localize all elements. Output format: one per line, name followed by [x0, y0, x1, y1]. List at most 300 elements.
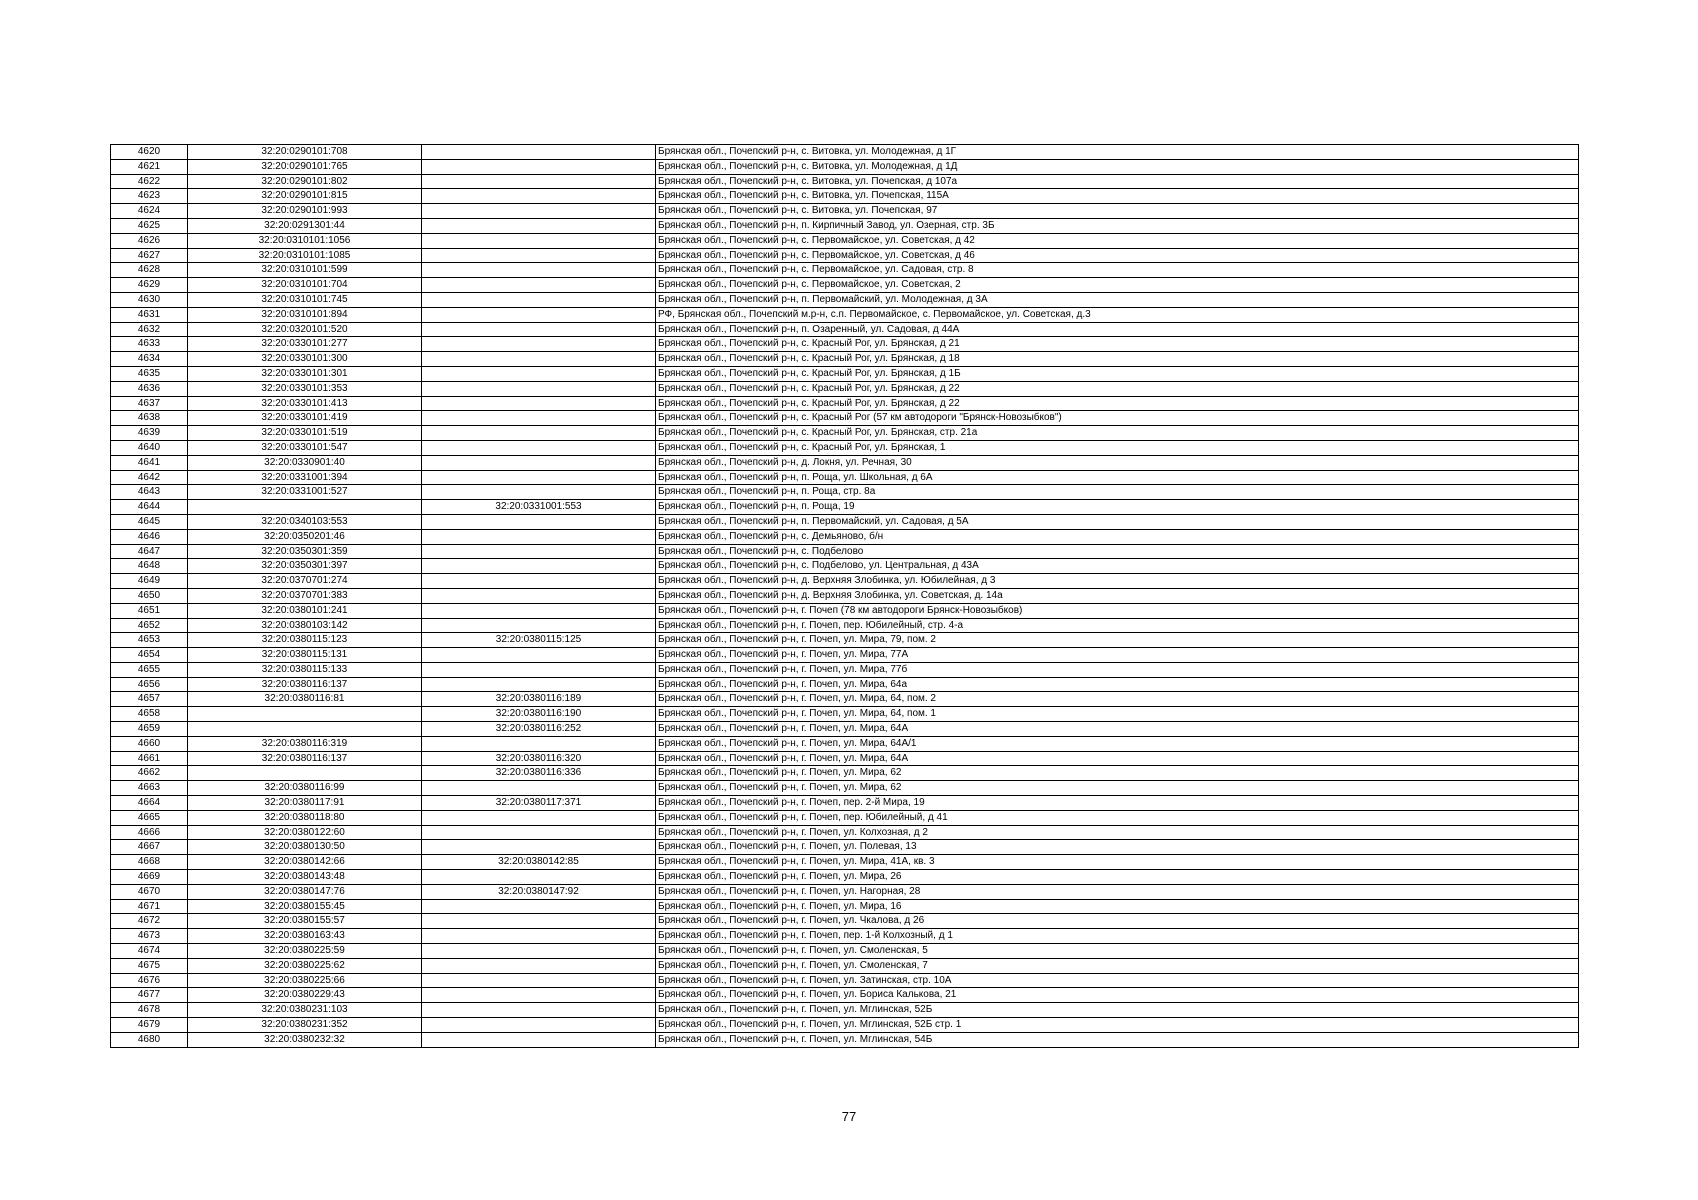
table-row — [111, 677, 1579, 692]
related-cadastral-number-cell — [422, 218, 656, 233]
related-cadastral-number-cell — [422, 204, 656, 219]
related-cadastral-number-cell — [422, 159, 656, 174]
row-number-cell: 4676 — [111, 973, 188, 988]
related-cadastral-number-cell — [422, 1032, 656, 1047]
related-cadastral-number-cell — [422, 263, 656, 278]
related-cadastral-number-cell — [422, 396, 656, 411]
related-cadastral-number-cell — [422, 899, 656, 914]
related-cadastral-number-cell — [422, 337, 656, 352]
address-cell: Брянская обл., Почепский р-н, д. Локня, ул. Речная, 30 — [656, 455, 1579, 470]
row-number-cell: 4626 — [111, 233, 188, 248]
table-row — [111, 248, 1579, 263]
related-cadastral-number-cell — [422, 145, 656, 160]
table-row — [111, 958, 1579, 973]
row-number-cell: 4641 — [111, 455, 188, 470]
related-cadastral-number-cell: 32:20:0380116:320 — [422, 751, 656, 766]
cadastral-number-cell: 32:20:0330101:519 — [188, 426, 422, 441]
row-number-cell: 4630 — [111, 292, 188, 307]
related-cadastral-number-cell — [422, 411, 656, 426]
cadastral-number-cell: 32:20:0380231:352 — [188, 1018, 422, 1033]
row-number-cell: 4675 — [111, 958, 188, 973]
address-cell: Брянская обл., Почепский р-н, с. Подбелово — [656, 544, 1579, 559]
row-number-cell: 4620 — [111, 145, 188, 160]
row-number-cell: 4669 — [111, 870, 188, 885]
related-cadastral-number-cell — [422, 278, 656, 293]
cadastral-number-cell: 32:20:0310101:1085 — [188, 248, 422, 263]
row-number-cell: 4640 — [111, 440, 188, 455]
row-number-cell: 4649 — [111, 574, 188, 589]
address-cell: Брянская обл., Почепский р-н, г. Почеп, ул. Мира, 64А — [656, 722, 1579, 737]
cadastral-number-cell: 32:20:0380232:32 — [188, 1032, 422, 1047]
row-number-cell: 4656 — [111, 677, 188, 692]
address-cell: Брянская обл., Почепский р-н, г. Почеп, ул. Мира, 64, пом. 2 — [656, 692, 1579, 707]
related-cadastral-number-cell — [422, 544, 656, 559]
address-cell: Брянская обл., Почепский р-н, п. Роща, ул. Школьная, д 6А — [656, 470, 1579, 485]
cadastral-number-cell: 32:20:0290101:815 — [188, 189, 422, 204]
related-cadastral-number-cell — [422, 662, 656, 677]
row-number-cell: 4665 — [111, 810, 188, 825]
row-number-cell: 4652 — [111, 618, 188, 633]
address-cell: Брянская обл., Почепский р-н, д. Верхняя Злобинка, ул. Советская, д. 14а — [656, 588, 1579, 603]
row-number-cell: 4645 — [111, 514, 188, 529]
row-number-cell: 4674 — [111, 944, 188, 959]
address-cell: Брянская обл., Почепский р-н, г. Почеп, ул. Мира, 26 — [656, 870, 1579, 885]
address-cell: Брянская обл., Почепский р-н, с. Красный Рог, ул. Брянская, д 21 — [656, 337, 1579, 352]
cadastral-number-cell — [188, 500, 422, 515]
table-row — [111, 603, 1579, 618]
cadastral-number-cell: 32:20:0330101:277 — [188, 337, 422, 352]
row-number-cell: 4636 — [111, 381, 188, 396]
cadastral-number-cell: 32:20:0380116:81 — [188, 692, 422, 707]
cadastral-number-cell — [188, 722, 422, 737]
row-number-cell: 4672 — [111, 914, 188, 929]
row-number-cell: 4635 — [111, 366, 188, 381]
related-cadastral-number-cell — [422, 559, 656, 574]
row-number-cell: 4662 — [111, 766, 188, 781]
row-number-cell: 4671 — [111, 899, 188, 914]
related-cadastral-number-cell — [422, 781, 656, 796]
row-number-cell: 4666 — [111, 825, 188, 840]
related-cadastral-number-cell: 32:20:0380116:336 — [422, 766, 656, 781]
row-number-cell: 4631 — [111, 307, 188, 322]
row-number-cell: 4653 — [111, 633, 188, 648]
table-row — [111, 707, 1579, 722]
table-row — [111, 263, 1579, 278]
address-cell: Брянская обл., Почепский р-н, г. Почеп, ул. Затинская, стр. 10А — [656, 973, 1579, 988]
row-number-cell: 4670 — [111, 884, 188, 899]
cadastral-number-cell — [188, 766, 422, 781]
address-cell: Брянская обл., Почепский р-н, с. Первомайское, ул. Советская, 2 — [656, 278, 1579, 293]
address-cell: Брянская обл., Почепский р-н, г. Почеп, ул. Бориса Калькова, 21 — [656, 988, 1579, 1003]
row-number-cell: 4628 — [111, 263, 188, 278]
related-cadastral-number-cell — [422, 929, 656, 944]
table-row — [111, 840, 1579, 855]
table-row — [111, 588, 1579, 603]
related-cadastral-number-cell: 32:20:0331001:553 — [422, 500, 656, 515]
address-cell: Брянская обл., Почепский р-н, с. Красный Рог, ул. Брянская, 1 — [656, 440, 1579, 455]
row-number-cell: 4668 — [111, 855, 188, 870]
address-cell: Брянская обл., Почепский р-н, с. Красный Рог (57 км автодороги "Брянск-Новозыбков") — [656, 411, 1579, 426]
cadastral-number-cell: 32:20:0350301:397 — [188, 559, 422, 574]
address-cell: Брянская обл., Почепский р-н, п. Первомайский, ул. Садовая, д 5А — [656, 514, 1579, 529]
related-cadastral-number-cell — [422, 322, 656, 337]
table-row — [111, 381, 1579, 396]
table-row — [111, 426, 1579, 441]
table-row — [111, 810, 1579, 825]
row-number-cell: 4632 — [111, 322, 188, 337]
table-row — [111, 618, 1579, 633]
cadastral-number-cell: 32:20:0320101:520 — [188, 322, 422, 337]
address-cell: Брянская обл., Почепский р-н, г. Почеп, пер. 2-й Мира, 19 — [656, 796, 1579, 811]
address-cell: Брянская обл., Почепский р-н, с. Витовка, ул. Молодежная, д 1Д — [656, 159, 1579, 174]
table-row — [111, 855, 1579, 870]
cadastral-number-cell: 32:20:0380229:43 — [188, 988, 422, 1003]
cadastral-number-cell: 32:20:0330101:413 — [188, 396, 422, 411]
row-number-cell: 4624 — [111, 204, 188, 219]
row-number-cell: 4663 — [111, 781, 188, 796]
row-number-cell: 4644 — [111, 500, 188, 515]
address-cell: Брянская обл., Почепский р-н, п. Озаренный, ул. Садовая, д 44А — [656, 322, 1579, 337]
related-cadastral-number-cell — [422, 840, 656, 855]
row-number-cell: 4664 — [111, 796, 188, 811]
address-cell: Брянская обл., Почепский р-н, г. Почеп, ул. Мира, 79, пом. 2 — [656, 633, 1579, 648]
cadastral-number-cell: 32:20:0370701:383 — [188, 588, 422, 603]
table-row — [111, 633, 1579, 648]
cadastral-number-cell: 32:20:0350201:46 — [188, 529, 422, 544]
cadastral-number-cell: 32:20:0370701:274 — [188, 574, 422, 589]
address-cell: Брянская обл., Почепский р-н, г. Почеп, ул. Мира, 41А, кв. 3 — [656, 855, 1579, 870]
cadastral-number-cell: 32:20:0331001:527 — [188, 485, 422, 500]
cadastral-number-cell: 32:20:0380143:48 — [188, 870, 422, 885]
row-number-cell: 4642 — [111, 470, 188, 485]
row-number-cell: 4633 — [111, 337, 188, 352]
cadastral-number-cell: 32:20:0310101:745 — [188, 292, 422, 307]
table-row — [111, 159, 1579, 174]
table-row — [111, 440, 1579, 455]
address-cell: РФ, Брянская обл., Почепский м.р-н, с.п. Первомайское, с. Первомайское, ул. Советская, д.3 — [656, 307, 1579, 322]
table-row — [111, 514, 1579, 529]
table-row — [111, 899, 1579, 914]
table-row — [111, 278, 1579, 293]
cadastral-number-cell: 32:20:0380225:62 — [188, 958, 422, 973]
cadastral-number-cell: 32:20:0380142:66 — [188, 855, 422, 870]
cadastral-number-cell: 32:20:0310101:1056 — [188, 233, 422, 248]
table-row — [111, 204, 1579, 219]
cadastral-number-cell: 32:20:0330101:300 — [188, 352, 422, 367]
table-row — [111, 736, 1579, 751]
table-row — [111, 337, 1579, 352]
address-cell: Брянская обл., Почепский р-н, с. Красный Рог, ул. Брянская, д 1Б — [656, 366, 1579, 381]
related-cadastral-number-cell — [422, 825, 656, 840]
cadastral-number-cell: 32:20:0380118:80 — [188, 810, 422, 825]
cadastral-number-cell: 32:20:0380163:43 — [188, 929, 422, 944]
row-number-cell: 4625 — [111, 218, 188, 233]
related-cadastral-number-cell — [422, 381, 656, 396]
row-number-cell: 4623 — [111, 189, 188, 204]
table-row — [111, 766, 1579, 781]
cadastral-number-cell: 32:20:0331001:394 — [188, 470, 422, 485]
row-number-cell: 4678 — [111, 1003, 188, 1018]
address-cell: Брянская обл., Почепский р-н, п. Кирпичный Завод, ул. Озерная, стр. 3Б — [656, 218, 1579, 233]
related-cadastral-number-cell — [422, 455, 656, 470]
cadastral-number-cell: 32:20:0380117:91 — [188, 796, 422, 811]
related-cadastral-number-cell — [422, 648, 656, 663]
cadastral-number-cell: 32:20:0380116:137 — [188, 751, 422, 766]
address-cell: Брянская обл., Почепский р-н, г. Почеп, ул. Мира, 77б — [656, 662, 1579, 677]
table-row — [111, 825, 1579, 840]
table-row — [111, 574, 1579, 589]
row-number-cell: 4643 — [111, 485, 188, 500]
related-cadastral-number-cell: 32:20:0380116:189 — [422, 692, 656, 707]
related-cadastral-number-cell — [422, 292, 656, 307]
cadastral-number-cell: 32:20:0330101:547 — [188, 440, 422, 455]
address-cell: Брянская обл., Почепский р-н, г. Почеп, ул. Смоленская, 5 — [656, 944, 1579, 959]
table-row — [111, 218, 1579, 233]
table-row — [111, 529, 1579, 544]
table-row — [111, 781, 1579, 796]
table-row — [111, 307, 1579, 322]
table-row — [111, 500, 1579, 515]
cadastral-number-cell — [188, 707, 422, 722]
cadastral-number-cell: 32:20:0380231:103 — [188, 1003, 422, 1018]
address-cell: Брянская обл., Почепский р-н, г. Почеп, ул. Полевая, 13 — [656, 840, 1579, 855]
row-number-cell: 4648 — [111, 559, 188, 574]
table-row — [111, 189, 1579, 204]
related-cadastral-number-cell — [422, 189, 656, 204]
related-cadastral-number-cell: 32:20:0380115:125 — [422, 633, 656, 648]
cadastral-number-cell: 32:20:0380155:45 — [188, 899, 422, 914]
table-row — [111, 914, 1579, 929]
address-cell: Брянская обл., Почепский р-н, г. Почеп, ул. Мира, 77А — [656, 648, 1579, 663]
cadastral-number-cell: 32:20:0380155:57 — [188, 914, 422, 929]
related-cadastral-number-cell — [422, 440, 656, 455]
related-cadastral-number-cell — [422, 233, 656, 248]
table-row — [111, 973, 1579, 988]
related-cadastral-number-cell — [422, 870, 656, 885]
cadastral-number-cell: 32:20:0330101:419 — [188, 411, 422, 426]
related-cadastral-number-cell: 32:20:0380147:92 — [422, 884, 656, 899]
address-cell: Брянская обл., Почепский р-н, п. Роща, стр. 8а — [656, 485, 1579, 500]
table-row — [111, 751, 1579, 766]
table-row — [111, 944, 1579, 959]
registry-table — [110, 144, 1579, 1048]
related-cadastral-number-cell — [422, 366, 656, 381]
cadastral-number-cell: 32:20:0310101:704 — [188, 278, 422, 293]
table-row — [111, 145, 1579, 160]
cadastral-number-cell: 32:20:0380225:66 — [188, 973, 422, 988]
related-cadastral-number-cell — [422, 677, 656, 692]
cadastral-number-cell: 32:20:0290101:993 — [188, 204, 422, 219]
address-cell: Брянская обл., Почепский р-н, г. Почеп, ул. Мглинская, 52Б стр. 1 — [656, 1018, 1579, 1033]
row-number-cell: 4651 — [111, 603, 188, 618]
related-cadastral-number-cell — [422, 958, 656, 973]
address-cell: Брянская обл., Почепский р-н, с. Первомайское, ул. Советская, д 46 — [656, 248, 1579, 263]
table-row — [111, 470, 1579, 485]
page-number: 77 — [841, 1109, 857, 1124]
table-row — [111, 322, 1579, 337]
related-cadastral-number-cell — [422, 914, 656, 929]
row-number-cell: 4659 — [111, 722, 188, 737]
row-number-cell: 4673 — [111, 929, 188, 944]
address-cell: Брянская обл., Почепский р-н, п. Роща, 19 — [656, 500, 1579, 515]
cadastral-number-cell: 32:20:0330901:40 — [188, 455, 422, 470]
address-cell: Брянская обл., Почепский р-н, с. Красный Рог, ул. Брянская, стр. 21а — [656, 426, 1579, 441]
address-cell: Брянская обл., Почепский р-н, с. Витовка, ул. Почепская, 97 — [656, 204, 1579, 219]
related-cadastral-number-cell — [422, 514, 656, 529]
cadastral-number-cell: 32:20:0380116:99 — [188, 781, 422, 796]
row-number-cell: 4655 — [111, 662, 188, 677]
row-number-cell: 4634 — [111, 352, 188, 367]
address-cell: Брянская обл., Почепский р-н, с. Красный Рог, ул. Брянская, д 18 — [656, 352, 1579, 367]
row-number-cell: 4660 — [111, 736, 188, 751]
related-cadastral-number-cell — [422, 1018, 656, 1033]
table-row — [111, 1003, 1579, 1018]
address-cell: Брянская обл., Почепский р-н, г. Почеп, ул. Мира, 62 — [656, 766, 1579, 781]
related-cadastral-number-cell — [422, 307, 656, 322]
cadastral-number-cell: 32:20:0350301:359 — [188, 544, 422, 559]
address-cell: Брянская обл., Почепский р-н, с. Первомайское, ул. Советская, д 42 — [656, 233, 1579, 248]
cadastral-number-cell: 32:20:0380115:131 — [188, 648, 422, 663]
table-row — [111, 352, 1579, 367]
related-cadastral-number-cell — [422, 529, 656, 544]
related-cadastral-number-cell — [422, 352, 656, 367]
row-number-cell: 4650 — [111, 588, 188, 603]
row-number-cell: 4661 — [111, 751, 188, 766]
related-cadastral-number-cell — [422, 618, 656, 633]
address-cell: Брянская обл., Почепский р-н, г. Почеп, ул. Мира, 64а — [656, 677, 1579, 692]
table-row — [111, 233, 1579, 248]
row-number-cell: 4639 — [111, 426, 188, 441]
address-cell: Брянская обл., Почепский р-н, г. Почеп, ул. Смоленская, 7 — [656, 958, 1579, 973]
address-cell: Брянская обл., Почепский р-н, г. Почеп, пер. Юбилейный, д 41 — [656, 810, 1579, 825]
related-cadastral-number-cell — [422, 736, 656, 751]
table-row — [111, 485, 1579, 500]
cadastral-number-cell: 32:20:0290101:765 — [188, 159, 422, 174]
address-cell: Брянская обл., Почепский р-н, с. Красный Рог, ул. Брянская, д 22 — [656, 381, 1579, 396]
table-row — [111, 544, 1579, 559]
table-row — [111, 1032, 1579, 1047]
address-cell: Брянская обл., Почепский р-н, г. Почеп, ул. Мглинская, 54Б — [656, 1032, 1579, 1047]
row-number-cell: 4658 — [111, 707, 188, 722]
row-number-cell: 4679 — [111, 1018, 188, 1033]
related-cadastral-number-cell — [422, 426, 656, 441]
table-row — [111, 884, 1579, 899]
table-row — [111, 455, 1579, 470]
related-cadastral-number-cell — [422, 973, 656, 988]
row-number-cell: 4637 — [111, 396, 188, 411]
address-cell: Брянская обл., Почепский р-н, г. Почеп, пер. 1-й Колхозный, д 1 — [656, 929, 1579, 944]
row-number-cell: 4638 — [111, 411, 188, 426]
table-row — [111, 870, 1579, 885]
address-cell: Брянская обл., Почепский р-н, г. Почеп, ул. Мглинская, 52Б — [656, 1003, 1579, 1018]
table-row — [111, 692, 1579, 707]
related-cadastral-number-cell — [422, 1003, 656, 1018]
address-cell: Брянская обл., Почепский р-н, с. Подбелово, ул. Центральная, д 43А — [656, 559, 1579, 574]
row-number-cell: 4667 — [111, 840, 188, 855]
related-cadastral-number-cell — [422, 988, 656, 1003]
cadastral-number-cell: 32:20:0330101:301 — [188, 366, 422, 381]
related-cadastral-number-cell — [422, 588, 656, 603]
related-cadastral-number-cell — [422, 174, 656, 189]
row-number-cell: 4647 — [111, 544, 188, 559]
cadastral-number-cell: 32:20:0290101:802 — [188, 174, 422, 189]
related-cadastral-number-cell — [422, 603, 656, 618]
address-cell: Брянская обл., Почепский р-н, г. Почеп, ул. Мира, 62 — [656, 781, 1579, 796]
row-number-cell: 4646 — [111, 529, 188, 544]
cadastral-number-cell: 32:20:0380116:137 — [188, 677, 422, 692]
cadastral-number-cell: 32:20:0380122:60 — [188, 825, 422, 840]
related-cadastral-number-cell — [422, 944, 656, 959]
related-cadastral-number-cell: 32:20:0380116:252 — [422, 722, 656, 737]
table-row — [111, 722, 1579, 737]
address-cell: Брянская обл., Почепский р-н, с. Демьяново, б/н — [656, 529, 1579, 544]
cadastral-number-cell: 32:20:0380101:241 — [188, 603, 422, 618]
row-number-cell: 4621 — [111, 159, 188, 174]
row-number-cell: 4627 — [111, 248, 188, 263]
table-row — [111, 366, 1579, 381]
row-number-cell: 4654 — [111, 648, 188, 663]
address-cell: Брянская обл., Почепский р-н, г. Почеп, ул. Мира, 64А — [656, 751, 1579, 766]
cadastral-number-cell: 32:20:0380115:123 — [188, 633, 422, 648]
address-cell: Брянская обл., Почепский р-н, с. Красный Рог, ул. Брянская, д 22 — [656, 396, 1579, 411]
cadastral-number-cell: 32:20:0380147:76 — [188, 884, 422, 899]
cadastral-number-cell: 32:20:0330101:353 — [188, 381, 422, 396]
address-cell: Брянская обл., Почепский р-н, с. Витовка, ул. Почепская, д 107а — [656, 174, 1579, 189]
table-row — [111, 411, 1579, 426]
cadastral-number-cell: 32:20:0380103:142 — [188, 618, 422, 633]
cadastral-number-cell: 32:20:0310101:599 — [188, 263, 422, 278]
cadastral-number-cell: 32:20:0380116:319 — [188, 736, 422, 751]
address-cell: Брянская обл., Почепский р-н, г. Почеп, ул. Мира, 64А/1 — [656, 736, 1579, 751]
address-cell: Брянская обл., Почепский р-н, г. Почеп, ул. Нагорная, 28 — [656, 884, 1579, 899]
address-cell: Брянская обл., Почепский р-н, с. Витовка, ул. Почепская, 115А — [656, 189, 1579, 204]
related-cadastral-number-cell — [422, 470, 656, 485]
address-cell: Брянская обл., Почепский р-н, г. Почеп, ул. Мира, 16 — [656, 899, 1579, 914]
address-cell: Брянская обл., Почепский р-н, г. Почеп, ул. Чкалова, д 26 — [656, 914, 1579, 929]
cadastral-number-cell: 32:20:0380225:59 — [188, 944, 422, 959]
row-number-cell: 4677 — [111, 988, 188, 1003]
address-cell: Брянская обл., Почепский р-н, г. Почеп, ул. Мира, 64, пом. 1 — [656, 707, 1579, 722]
related-cadastral-number-cell — [422, 574, 656, 589]
table-row — [111, 988, 1579, 1003]
cadastral-number-cell: 32:20:0290101:708 — [188, 145, 422, 160]
table-row — [111, 929, 1579, 944]
related-cadastral-number-cell: 32:20:0380117:371 — [422, 796, 656, 811]
table-row — [111, 796, 1579, 811]
cadastral-number-cell: 32:20:0340103:553 — [188, 514, 422, 529]
table-row — [111, 648, 1579, 663]
cadastral-number-cell: 32:20:0310101:894 — [188, 307, 422, 322]
table-row — [111, 559, 1579, 574]
address-cell: Брянская обл., Почепский р-н, г. Почеп, пер. Юбилейный, стр. 4-а — [656, 618, 1579, 633]
related-cadastral-number-cell — [422, 485, 656, 500]
registry-table-body — [111, 145, 1579, 1048]
registry-table-wrapper — [110, 144, 1578, 1048]
cadastral-number-cell: 32:20:0380130:50 — [188, 840, 422, 855]
row-number-cell: 4629 — [111, 278, 188, 293]
cadastral-number-cell: 32:20:0291301:44 — [188, 218, 422, 233]
row-number-cell: 4657 — [111, 692, 188, 707]
table-row — [111, 396, 1579, 411]
row-number-cell: 4680 — [111, 1032, 188, 1047]
cadastral-number-cell: 32:20:0380115:133 — [188, 662, 422, 677]
related-cadastral-number-cell — [422, 810, 656, 825]
related-cadastral-number-cell — [422, 248, 656, 263]
address-cell: Брянская обл., Почепский р-н, с. Витовка, ул. Молодежная, д 1Г — [656, 145, 1579, 160]
related-cadastral-number-cell: 32:20:0380142:85 — [422, 855, 656, 870]
address-cell: Брянская обл., Почепский р-н, п. Первомайский, ул. Молодежная, д 3А — [656, 292, 1579, 307]
table-row — [111, 292, 1579, 307]
